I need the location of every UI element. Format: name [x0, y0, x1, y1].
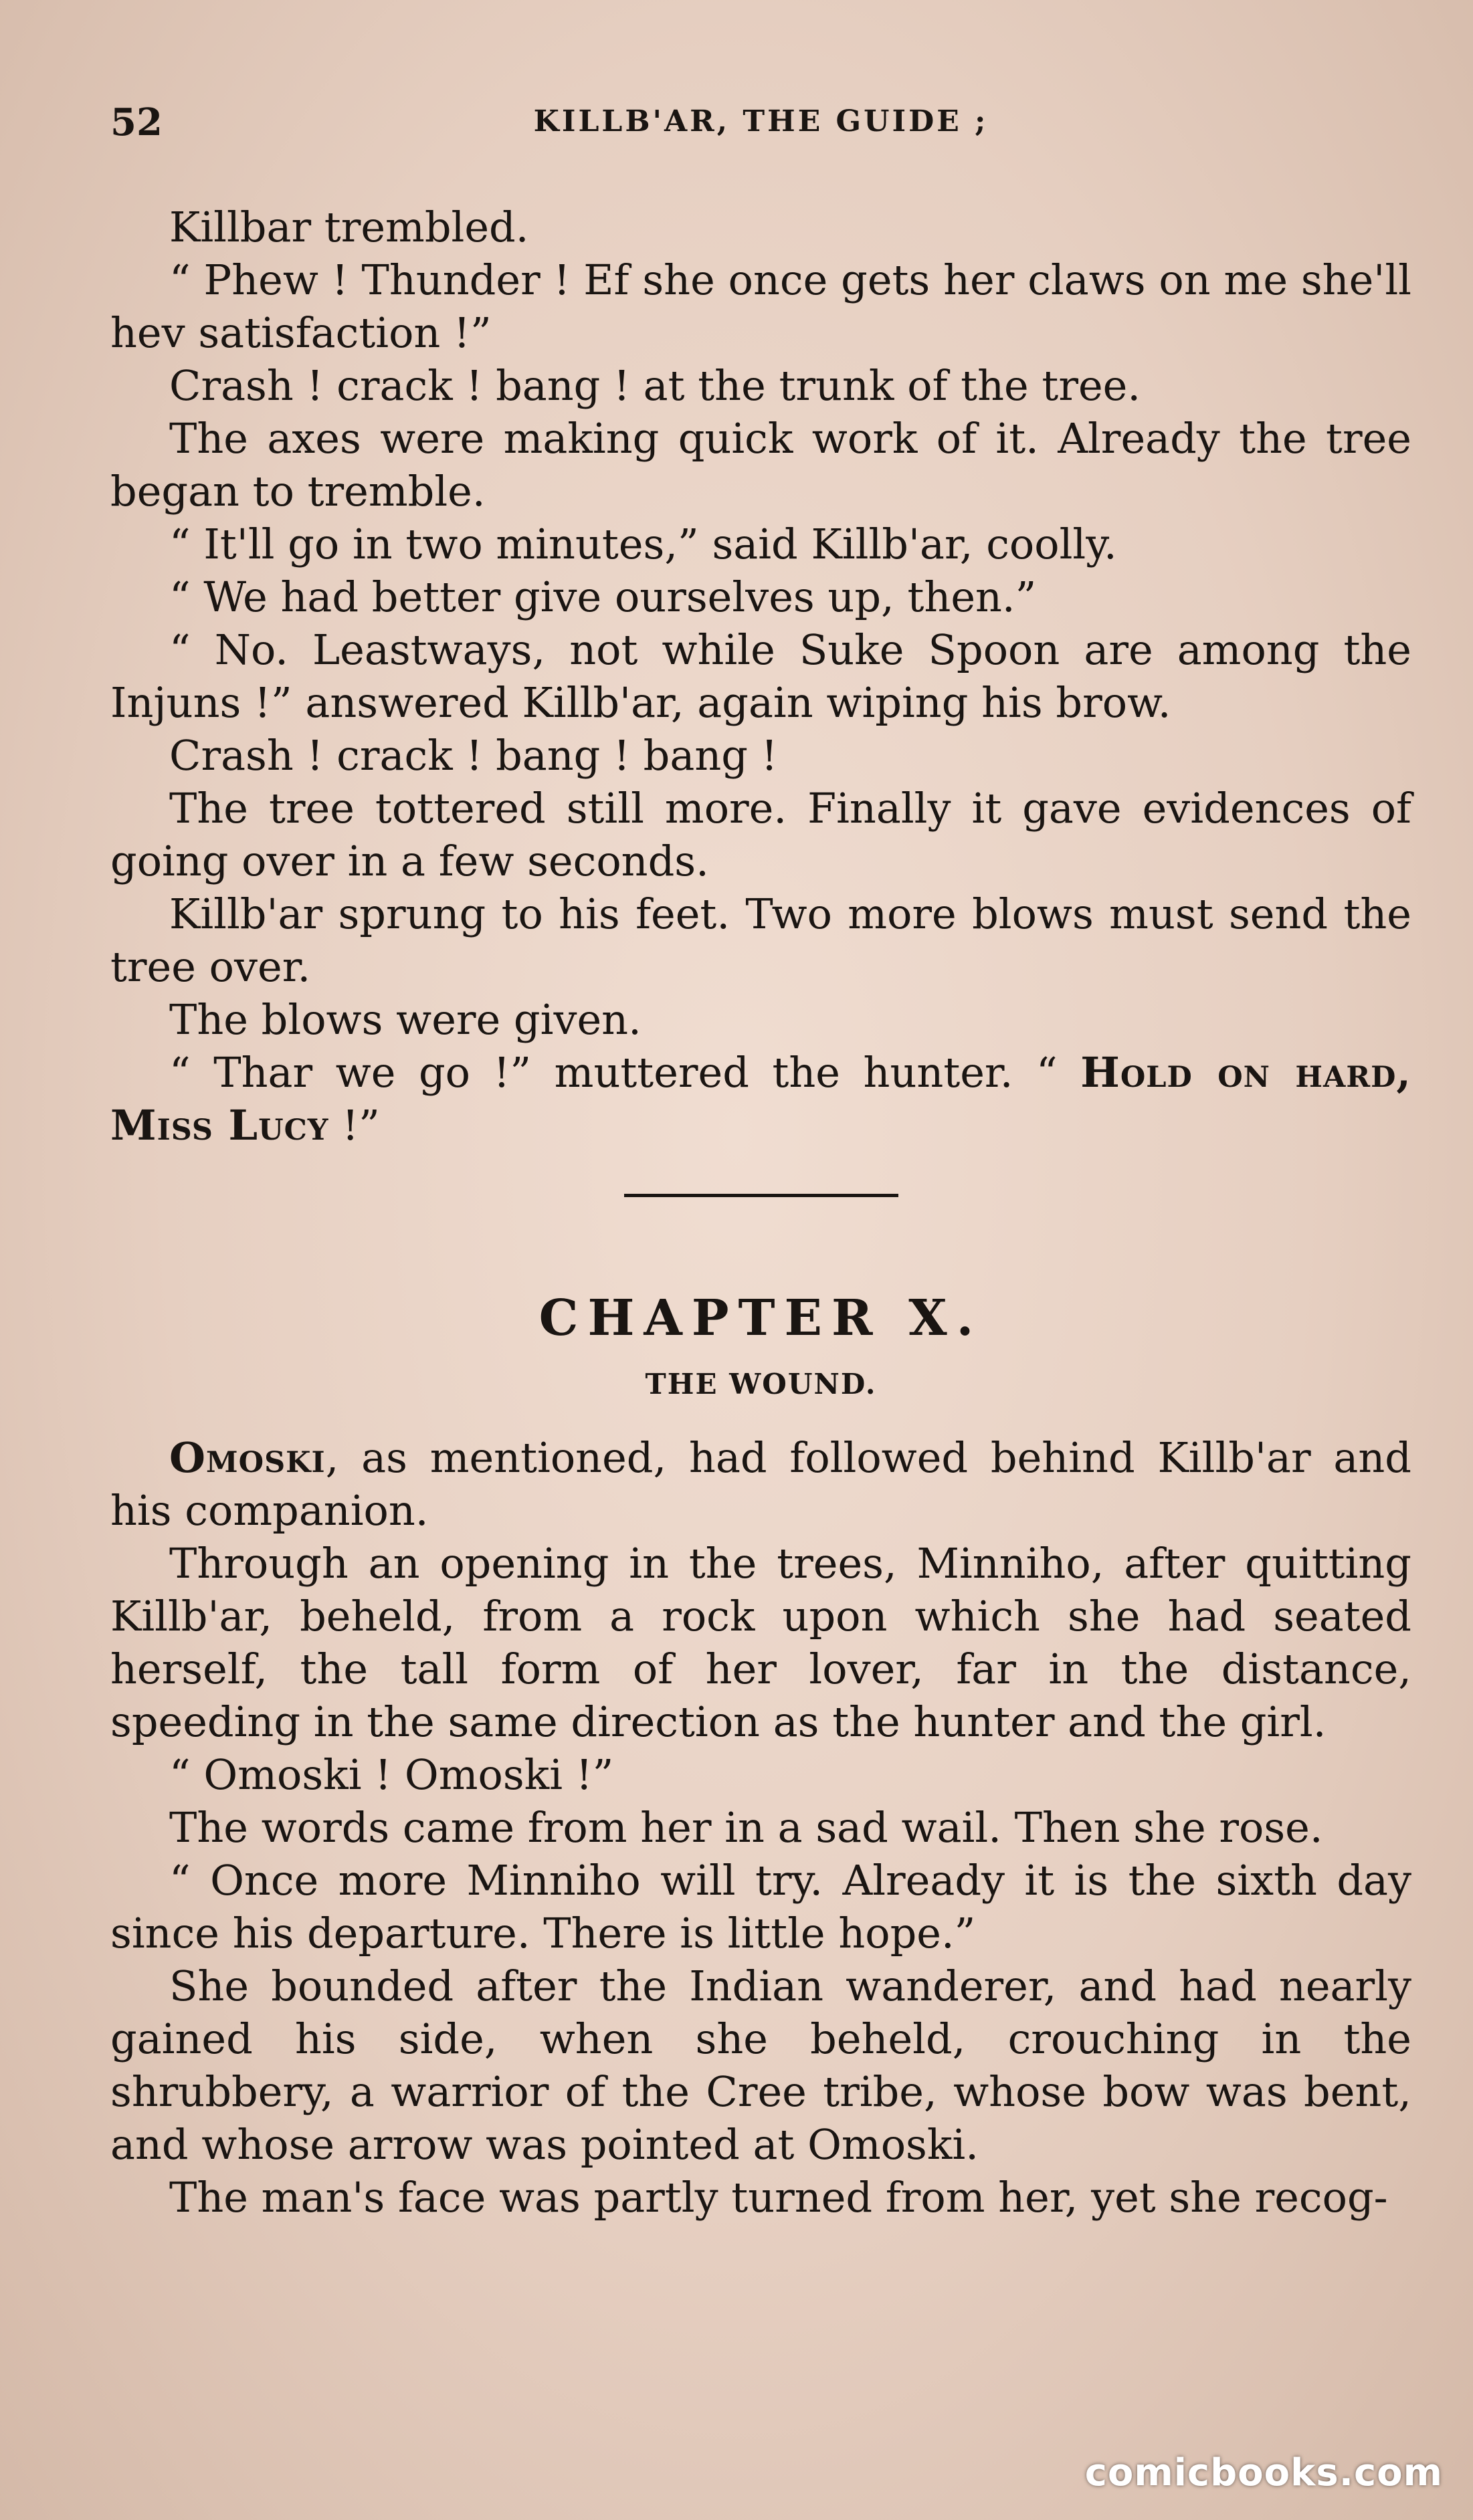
chapter-first-paragraph-rest: , as mentioned, had followed behind Killb'ar and his companion. — [110, 1433, 1411, 1535]
paragraph: She bounded after the Indian wanderer, and had nearly gained his side, when she beheld, crouching in the shrubbery, a warrior of the Cree tribe, whose bow was bent, and whose arrow was pointed at Omoski. — [110, 1962, 1411, 2169]
paragraph: The axes were making quick work of it. Already the tree began to tremble. — [110, 414, 1411, 516]
chapter-first-word: Omoski — [169, 1433, 326, 1482]
paragraph: “ Once more Minniho will try. Already it is the sixth day since his departure. There is little hope.” — [110, 1856, 1411, 1958]
page-header — [110, 100, 1411, 161]
paragraph: Killb'ar sprung to his feet. Two more blows must send the tree over. — [110, 889, 1411, 991]
site-watermark: comicbooks.com — [1084, 2451, 1443, 2495]
running-head: KILLB'AR, THE GUIDE ; — [533, 104, 989, 138]
chapter-first-paragraph — [110, 1431, 1411, 1537]
paragraph: “ We had better give ourselves up, then.” — [169, 572, 1037, 621]
closing-paragraph-end: !” — [328, 1101, 380, 1150]
paragraph: The man's face was partly turned from her, yet she recog- — [169, 2173, 1388, 2222]
page-number: 52 — [110, 100, 163, 144]
paragraph: The words came from her in a sad wail. Then she rose. — [169, 1803, 1323, 1852]
paragraph: Crash ! crack ! bang ! bang ! — [169, 731, 778, 780]
paragraph: “ Phew ! Thunder ! Ef she once gets her claws on me she'll hev satisfaction !” — [110, 255, 1411, 357]
paragraph: Through an opening in the trees, Minniho, after quitting Killb'ar, beheld, from a rock upon which she had seated herself, the tall form of her lover, far in the distance, speeding in the same direction as the hunter and the girl. — [110, 1539, 1411, 1746]
chapter-title: CHAPTER X. — [538, 1289, 983, 1347]
body-text — [110, 201, 1411, 2224]
paragraph: The blows were given. — [169, 995, 642, 1044]
closing-paragraph-start: “ Thar we go !” muttered the hunter. “ — [169, 1048, 1081, 1097]
paragraph: “ Omoski ! Omoski !” — [169, 1750, 614, 1799]
section-rule — [624, 1194, 898, 1197]
paragraph: “ No. Leastways, not while Suke Spoon are among the Injuns !” answered Killb'ar, again wiping his brow. — [110, 625, 1411, 727]
paragraph: The tree tottered still more. Finally it gave evidences of going over in a few seconds. — [110, 784, 1411, 885]
paragraph: Crash ! crack ! bang ! at the trunk of the tree. — [169, 361, 1141, 410]
closing-paragraph-small-caps: Hold on hard, Miss Lucy — [110, 1048, 1411, 1150]
paragraph: “ It'll go in two minutes,” said Killb'ar, coolly. — [169, 520, 1117, 568]
paragraph: Killbar trembled. — [169, 203, 529, 251]
closing-paragraph — [110, 1046, 1411, 1152]
chapter-subtitle: THE WOUND. — [645, 1368, 877, 1400]
